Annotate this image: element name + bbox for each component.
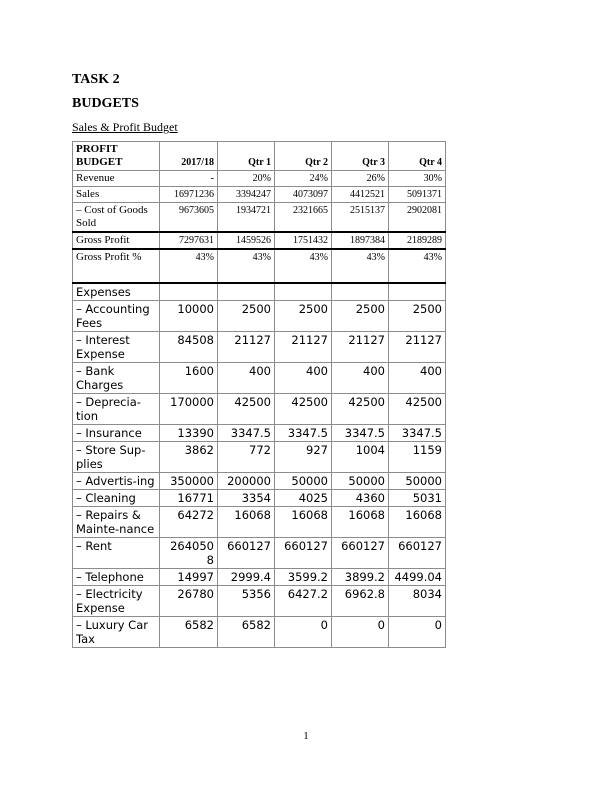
cell: 5356 bbox=[218, 586, 275, 617]
section-heading: BUDGETS bbox=[72, 96, 139, 111]
table-row-expense bbox=[73, 538, 446, 569]
cell: 50000 bbox=[275, 473, 332, 490]
cell: 42500 bbox=[218, 394, 275, 425]
cell: 4360 bbox=[332, 490, 389, 507]
table-row-expense bbox=[73, 394, 446, 425]
cell: 200000 bbox=[218, 473, 275, 490]
table-row-expense bbox=[73, 332, 446, 363]
cell: 3862 bbox=[160, 442, 218, 473]
cell: 21127 bbox=[275, 332, 332, 363]
table-row-expense bbox=[73, 363, 446, 394]
header-col: Qtr 2 bbox=[275, 142, 332, 171]
cell: 3899.2 bbox=[332, 569, 389, 586]
cell: 4073097 bbox=[275, 187, 332, 203]
cell: 1751432 bbox=[275, 232, 332, 249]
cell: 2189289 bbox=[389, 232, 446, 249]
cell: 1897384 bbox=[332, 232, 389, 249]
cell: 660127 bbox=[275, 538, 332, 569]
table-row-expense bbox=[73, 473, 446, 490]
cell: 43% bbox=[275, 249, 332, 283]
cell: 6427.2 bbox=[275, 586, 332, 617]
row-label: Revenue bbox=[73, 171, 160, 187]
cell: 3347.5 bbox=[332, 425, 389, 442]
row-label: – Telephone bbox=[73, 569, 160, 586]
table-row-expense bbox=[73, 490, 446, 507]
cell: 6582 bbox=[218, 617, 275, 648]
cell: 2500 bbox=[332, 301, 389, 332]
cell: 1600 bbox=[160, 363, 218, 394]
cell: 772 bbox=[218, 442, 275, 473]
cell: 4499.04 bbox=[389, 569, 446, 586]
cell: 64272 bbox=[160, 507, 218, 538]
row-label: – Accounting Fees bbox=[73, 301, 160, 332]
cell: 16971236 bbox=[160, 187, 218, 203]
cell: 10000 bbox=[160, 301, 218, 332]
table-header-row bbox=[73, 142, 446, 171]
cell: 9673605 bbox=[160, 203, 218, 233]
cell: 3347.5 bbox=[218, 425, 275, 442]
table-row-expense bbox=[73, 569, 446, 586]
cell: 400 bbox=[275, 363, 332, 394]
cell: 0 bbox=[275, 617, 332, 648]
cell: 16068 bbox=[275, 507, 332, 538]
cell: 43% bbox=[218, 249, 275, 283]
row-label: – Insurance bbox=[73, 425, 160, 442]
row-label: – Store Sup-plies bbox=[73, 442, 160, 473]
cell: 84508 bbox=[160, 332, 218, 363]
cell: 2321665 bbox=[275, 203, 332, 233]
row-label: – Interest Expense bbox=[73, 332, 160, 363]
cell: 43% bbox=[389, 249, 446, 283]
cell: 660127 bbox=[218, 538, 275, 569]
row-label: – Cleaning bbox=[73, 490, 160, 507]
cell: 927 bbox=[275, 442, 332, 473]
row-label: – Luxury Car Tax bbox=[73, 617, 160, 648]
cell: 16068 bbox=[389, 507, 446, 538]
cell: 43% bbox=[160, 249, 218, 283]
cell: 7297631 bbox=[160, 232, 218, 249]
table-row-gross-profit-pct bbox=[73, 249, 446, 283]
cell: 5091371 bbox=[389, 187, 446, 203]
cell: 4025 bbox=[275, 490, 332, 507]
page-heading: TASK 2 bbox=[72, 72, 120, 87]
table-row-expense bbox=[73, 301, 446, 332]
cell: 0 bbox=[389, 617, 446, 648]
cell: 1159 bbox=[389, 442, 446, 473]
cell: 42500 bbox=[275, 394, 332, 425]
row-label: – Bank Charges bbox=[73, 363, 160, 394]
row-label: – Repairs & Mainte-nance bbox=[73, 507, 160, 538]
cell: 1934721 bbox=[218, 203, 275, 233]
cell: 400 bbox=[218, 363, 275, 394]
cell: 1459526 bbox=[218, 232, 275, 249]
header-col: Qtr 1 bbox=[218, 142, 275, 171]
table-row-cogs bbox=[73, 203, 446, 233]
cell: 14997 bbox=[160, 569, 218, 586]
cell: 24% bbox=[275, 171, 332, 187]
header-col: Qtr 4 bbox=[389, 142, 446, 171]
table-row-expense bbox=[73, 507, 446, 538]
row-label: Gross Profit % bbox=[73, 249, 160, 283]
cell: 1004 bbox=[332, 442, 389, 473]
row-label: – Cost of Goods Sold bbox=[73, 203, 160, 233]
cell: 30% bbox=[389, 171, 446, 187]
cell: 3599.2 bbox=[275, 569, 332, 586]
cell: 400 bbox=[332, 363, 389, 394]
cell: 42500 bbox=[332, 394, 389, 425]
row-label: – Deprecia-tion bbox=[73, 394, 160, 425]
cell: 26780 bbox=[160, 586, 218, 617]
cell: 16068 bbox=[218, 507, 275, 538]
cell: 13390 bbox=[160, 425, 218, 442]
cell: 26% bbox=[332, 171, 389, 187]
table-row-sales bbox=[73, 187, 446, 203]
header-col: 2017/18 bbox=[160, 142, 218, 171]
cell: 2500 bbox=[389, 301, 446, 332]
table-row-expense bbox=[73, 442, 446, 473]
cell: 50000 bbox=[389, 473, 446, 490]
cell: 21127 bbox=[218, 332, 275, 363]
cell: 5031 bbox=[389, 490, 446, 507]
cell: 350000 bbox=[160, 473, 218, 490]
cell: 0 bbox=[332, 617, 389, 648]
cell: 400 bbox=[389, 363, 446, 394]
cell: 6962.8 bbox=[332, 586, 389, 617]
cell: 2902081 bbox=[389, 203, 446, 233]
cell: 21127 bbox=[389, 332, 446, 363]
table-row-gross-profit bbox=[73, 232, 446, 249]
cell: 8034 bbox=[389, 586, 446, 617]
cell: 2500 bbox=[218, 301, 275, 332]
cell: 16771 bbox=[160, 490, 218, 507]
cell: 42500 bbox=[389, 394, 446, 425]
cell: 660127 bbox=[389, 538, 446, 569]
cell: 21127 bbox=[332, 332, 389, 363]
row-label: – Rent bbox=[73, 538, 160, 569]
cell: 50000 bbox=[332, 473, 389, 490]
table-row-revenue bbox=[73, 171, 446, 187]
cell: 660127 bbox=[332, 538, 389, 569]
profit-budget-table bbox=[72, 141, 446, 648]
row-label: Gross Profit bbox=[73, 232, 160, 249]
cell: 170000 bbox=[160, 394, 218, 425]
cell: 43% bbox=[332, 249, 389, 283]
row-label: – Advertis-ing bbox=[73, 473, 160, 490]
cell: 16068 bbox=[332, 507, 389, 538]
cell: 2999.4 bbox=[218, 569, 275, 586]
cell: 3394247 bbox=[218, 187, 275, 203]
cell: - bbox=[160, 171, 218, 187]
cell: 2515137 bbox=[332, 203, 389, 233]
header-col: Qtr 3 bbox=[332, 142, 389, 171]
cell: 3347.5 bbox=[275, 425, 332, 442]
table-row-expense bbox=[73, 617, 446, 648]
cell: 3347.5 bbox=[389, 425, 446, 442]
table-caption: Sales & Profit Budget bbox=[72, 120, 178, 134]
header-label: PROFIT BUDGET bbox=[73, 142, 160, 171]
cell: 4412521 bbox=[332, 187, 389, 203]
cell: 2640508 bbox=[160, 538, 218, 569]
table-row-expenses-header bbox=[73, 283, 446, 301]
table-row-expense bbox=[73, 425, 446, 442]
table-row-expense bbox=[73, 586, 446, 617]
cell: 3354 bbox=[218, 490, 275, 507]
row-label: Sales bbox=[73, 187, 160, 203]
cell: 2500 bbox=[275, 301, 332, 332]
page-number: 1 bbox=[303, 730, 309, 742]
row-label: – Electricity Expense bbox=[73, 586, 160, 617]
expenses-label: Expenses bbox=[73, 283, 160, 301]
cell: 20% bbox=[218, 171, 275, 187]
cell: 6582 bbox=[160, 617, 218, 648]
